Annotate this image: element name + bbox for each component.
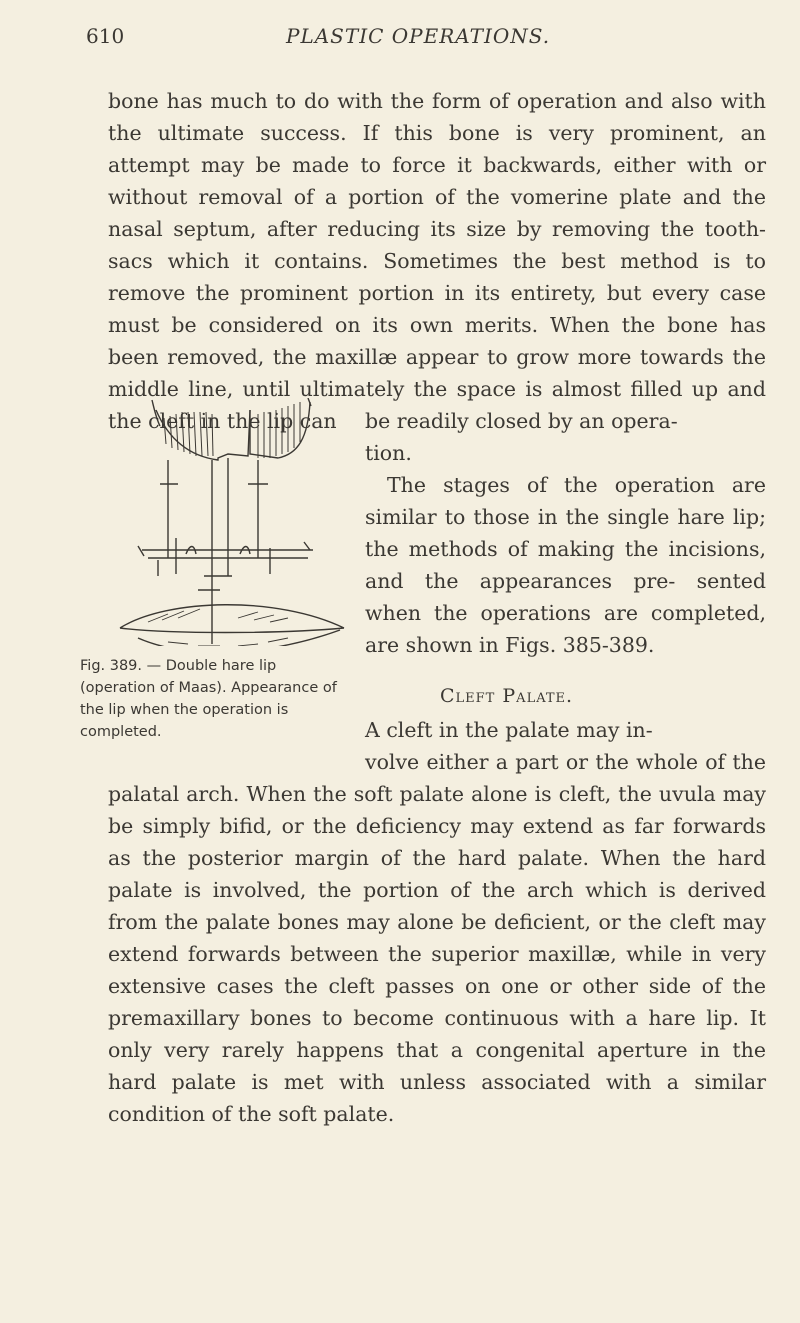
section-body: volve either a part or the whole of the palatal arch. When the soft palate alone is cleft, the uvula may be simply bifid, or the deficiency may extend as far forwards as the posterior margin of the hard palate. When the hard palate is involved, the portion of the arch which is derived from the palate bones may alone be deficient, or the cleft may extend forwards between the superior maxillæ, while in very extensive cases the cleft passes on one or other side of the premaxillary bones to become continuous with a hare lip. It only very rarely happens that a congenital aperture in the hard palate is met with unless associated with a similar condition of the soft palate.	[108, 750, 766, 1126]
running-title: PLASTIC OPERATIONS.	[286, 24, 551, 48]
figure-illustration	[108, 398, 358, 646]
page-header	[86, 24, 760, 54]
page-number: 610	[86, 24, 125, 48]
section-first-line: A cleft in the palate may in-	[365, 718, 653, 742]
figure-caption: Fig. 389. — Double hare lip (operation of Maas). Appearance of the lip when the operation is completed.	[80, 658, 337, 740]
section-heading: Cleft Palate.	[440, 685, 574, 707]
right-column-paragraph: The stages of the operation are similar to those in the single hare lip; the methods of making the incisions, and the appearances pre- sented when the operations are completed, are shown in Figs. 385-389.	[365, 473, 766, 657]
right-column-line-2: tion.	[365, 441, 412, 465]
right-column-line-1: be readily closed by an opera-	[365, 409, 678, 433]
right-column	[365, 405, 766, 661]
double-hare-lip-drawing	[108, 398, 358, 646]
body-paragraph-top: bone has much to do with the form of operation and also with the ultimate success. If this bone is very prominent, an attempt may be made to force it backwards, either with or without removal of a portion of the vomerine plate and the nasal septum, after reducing its size by removing the tooth-sacs which it contains. Sometimes the best method is to remove the prominent portion in its entirety, but every case must be considered on its own merits. When the bone has been removed, the maxillæ appear to grow more towards the middle line, until ultimately the space is almost filled up and the cleft in the lip can	[108, 89, 766, 433]
